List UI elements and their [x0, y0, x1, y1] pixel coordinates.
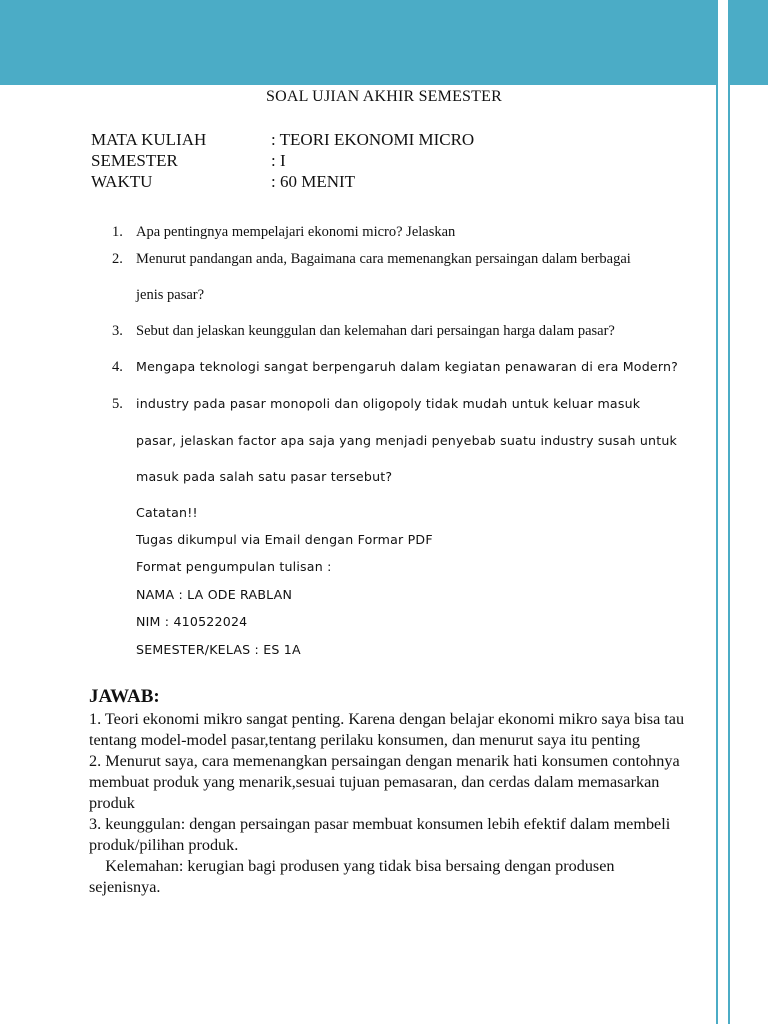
- info-key: WAKTU: [91, 172, 153, 191]
- question-text: masuk pada salah satu pasar tersebut?: [136, 469, 393, 484]
- answers-body: [89, 709, 689, 898]
- info-key: SEMESTER: [91, 151, 178, 170]
- header-band: [0, 0, 718, 85]
- question-text: Apa pentingnya mempelajari ekonomi micro? Jelaskan: [136, 224, 456, 240]
- answer-paragraph: 2. Menurut saya, cara memenangkan persaingan dengan menarik hati konsumen contohnya membuat produk yang menarik,sesuai tujuan pemasaran, dan cerdas dalam memasarkan produk: [89, 752, 680, 812]
- exam-info-row: [91, 129, 474, 150]
- info-value: : I: [271, 151, 286, 170]
- note-line: Format pengumpulan tulisan :: [136, 559, 332, 574]
- header-band-right: [728, 0, 768, 85]
- exam-info-row: [91, 171, 474, 192]
- question-text: jenis pasar?: [136, 287, 205, 303]
- answer-paragraph: 1. Teori ekonomi mikro sangat penting. Karena dengan belajar ekonomi mikro saya bisa tau tentang model-model pasar,tentang perilaku konsumen, dan menurut saya itu penting: [89, 710, 685, 749]
- note-heading: Catatan!!: [136, 505, 198, 520]
- info-key: MATA KULIAH: [91, 130, 207, 149]
- question-number: 3.: [112, 323, 123, 339]
- question-number: 4.: [112, 359, 123, 375]
- answer-paragraph: Kelemahan: kerugian bagi produsen yang tidak bisa bersaing dengan produsen sejenisnya.: [89, 857, 619, 896]
- question-text: pasar, jelaskan factor apa saja yang menjadi penyebab suatu industry susah untuk: [136, 433, 678, 448]
- info-value: : TEORI EKONOMI MICRO: [271, 130, 475, 149]
- exam-info-row: [91, 150, 474, 171]
- answers-heading: JAWAB:: [89, 686, 160, 707]
- exam-info: [91, 129, 474, 192]
- note-line: SEMESTER/KELAS : ES 1A: [136, 642, 301, 657]
- margin-rule-right: [728, 85, 730, 1024]
- question-number: 2.: [112, 251, 123, 267]
- question-number: 5.: [112, 396, 123, 412]
- question-text: Menurut pandangan anda, Bagaimana cara memenangkan persaingan dalam berbagai: [136, 251, 631, 267]
- margin-rule-left: [716, 85, 718, 1024]
- note-line: NIM : 410522024: [136, 614, 248, 629]
- question-text: industry pada pasar monopoli dan oligopoly tidak mudah untuk keluar masuk: [136, 396, 641, 411]
- question-text: Mengapa teknologi sangat berpengaruh dalam kegiatan penawaran di era Modern?: [136, 359, 679, 374]
- note-line: Tugas dikumpul via Email dengan Formar PDF: [136, 532, 433, 547]
- question-number: 1.: [112, 224, 123, 240]
- document-title: SOAL UJIAN AKHIR SEMESTER: [266, 88, 502, 105]
- answer-paragraph: 3. keunggulan: dengan persaingan pasar membuat konsumen lebih efektif dalam membeli produk/pilihan produk.: [89, 815, 671, 854]
- info-value: : 60 MENIT: [271, 172, 356, 191]
- question-text: Sebut dan jelaskan keunggulan dan kelemahan dari persaingan harga dalam pasar?: [136, 323, 615, 339]
- note-line: NAMA : LA ODE RABLAN: [136, 587, 293, 602]
